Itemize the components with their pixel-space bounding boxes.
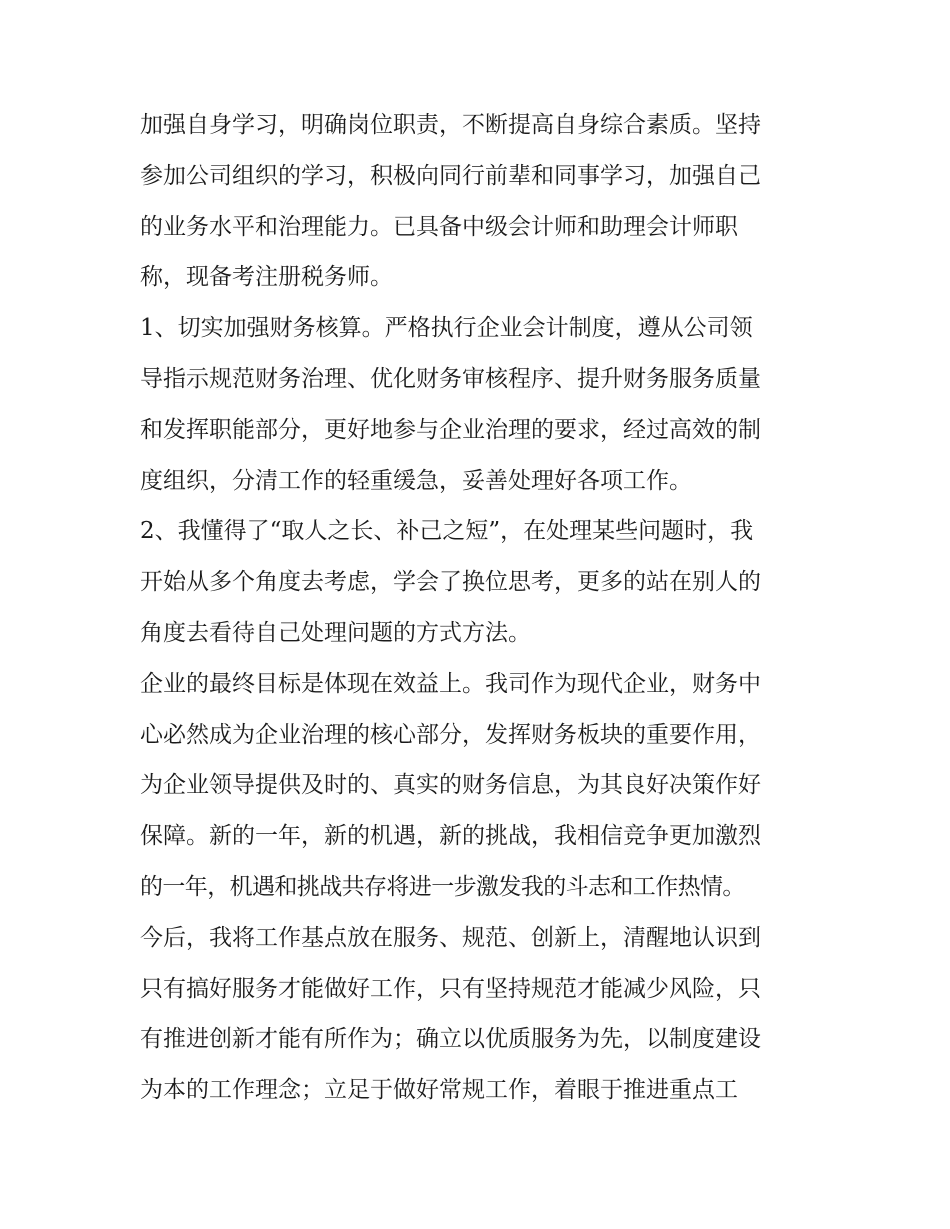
text-line: 和发挥职能部分，更好地参与企业治理的要求，经过高效的制 xyxy=(140,416,761,443)
text-line: 的一年，机遇和挑战共存将进一步激发我的斗志和工作热情。 xyxy=(140,873,745,900)
text-line: 企业的最终目标是体现在效益上。我司作为现代企业，财务中 xyxy=(140,670,761,697)
text-line: 角度去看待自己处理问题的方式方法。 xyxy=(140,619,531,646)
text-line: 称，现备考注册税务师。 xyxy=(140,264,393,291)
text-line: 心必然成为企业治理的核心部分，发挥财务板块的重要作用， xyxy=(140,721,761,748)
text-line: 1、切实加强财务核算。严格执行企业会计制度，遵从公司领 xyxy=(140,315,753,342)
text-line: 为企业领导提供及时的、真实的财务信息，为其良好决策作好 xyxy=(140,772,761,799)
text-line: 保障。新的一年，新的机遇，新的挑战，我相信竞争更加激烈 xyxy=(140,823,761,850)
text-line: 度组织，分清工作的轻重缓急，妥善处理好各项工作。 xyxy=(140,467,692,494)
text-line: 导指示规范财务治理、优化财务审核程序、提升财务服务质量 xyxy=(140,365,761,392)
text-line: 有推进创新才能有所作为；确立以优质服务为先，以制度建设 xyxy=(140,1026,761,1053)
text-line: 开始从多个角度去考虑，学会了换位思考，更多的站在别人的 xyxy=(140,569,761,596)
text-line: 2、我懂得了“取人之长、补己之短”，在处理某些问题时，我 xyxy=(140,518,754,545)
text-line: 为本的工作理念；立足于做好常规工作，着眼于推进重点工 xyxy=(140,1077,738,1104)
text-line: 参加公司组织的学习，积极向同行前辈和同事学习，加强自己 xyxy=(140,162,761,189)
document-body xyxy=(140,100,816,1116)
text-line: 今后，我将工作基点放在服务、规范、创新上，清醒地认识到 xyxy=(140,924,761,951)
text-line: 的业务水平和治理能力。已具备中级会计师和助理会计师职 xyxy=(140,213,738,240)
text-line: 加强自身学习，明确岗位职责，不断提高自身综合素质。坚持 xyxy=(140,112,761,138)
text-line: 只有搞好服务才能做好工作，只有坚持规范才能减少风险，只 xyxy=(140,975,761,1002)
